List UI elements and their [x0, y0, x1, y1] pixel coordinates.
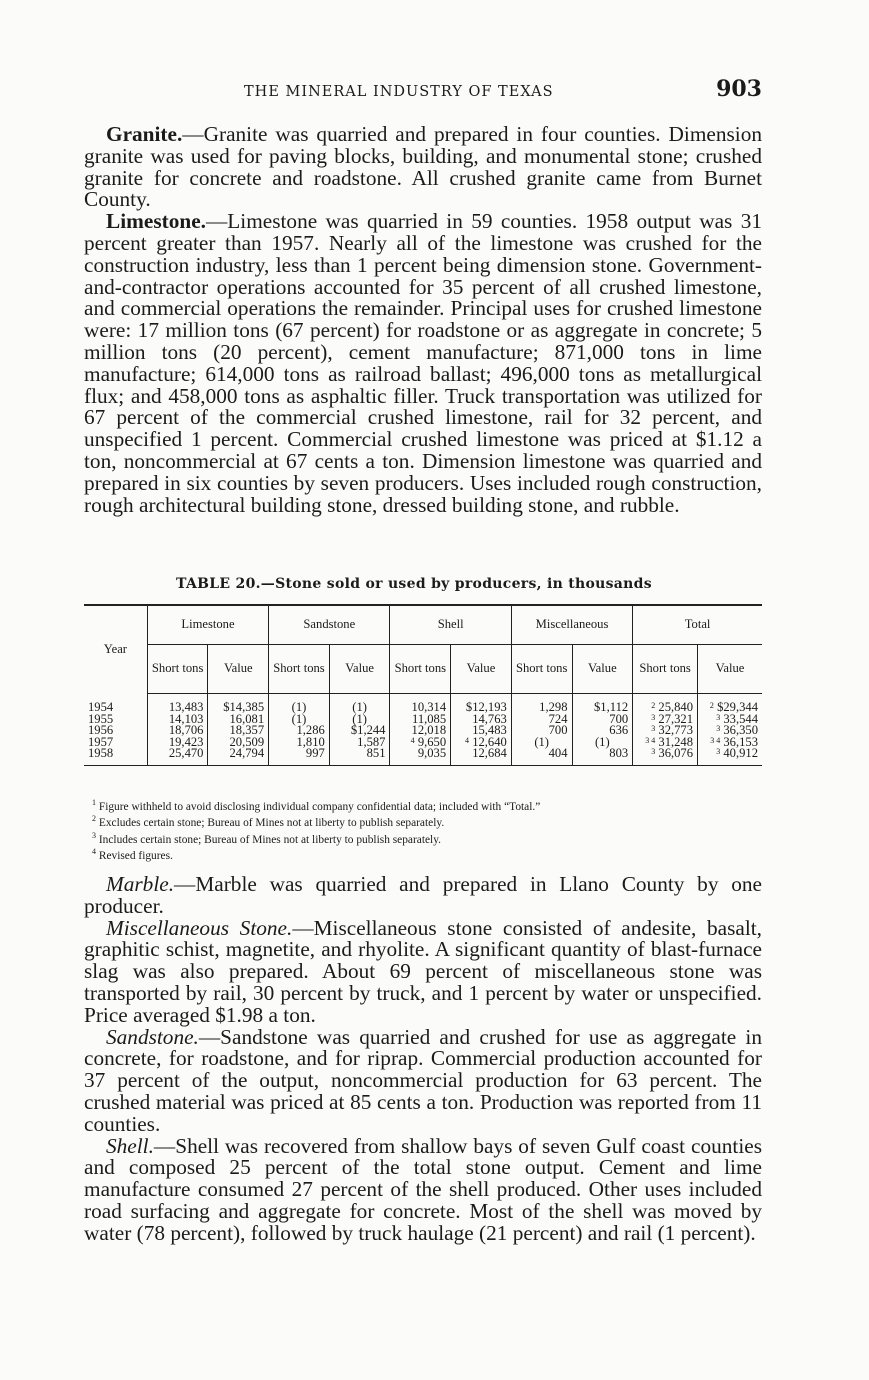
stone-table — [84, 604, 762, 766]
footnote-number: 2 — [92, 814, 96, 824]
cell-value: 33,544 — [723, 711, 758, 726]
cell-value: 25,470 — [168, 746, 204, 761]
table-cell — [208, 748, 269, 765]
cell-value: (1) — [291, 711, 307, 726]
cell-value: 14,103 — [168, 711, 204, 726]
cell-value: 997 — [305, 746, 325, 761]
table-footnotes — [92, 797, 762, 863]
sub-header-value: Value — [208, 645, 269, 694]
footnote-mark: 4 — [410, 735, 415, 745]
table-cell — [208, 694, 269, 714]
cell-value: 1,298 — [539, 700, 568, 714]
paragraph-lead: Marble. — [106, 872, 175, 896]
footnote — [92, 813, 762, 829]
paragraph-limestone — [84, 211, 762, 516]
cell-value: $1,244 — [350, 723, 386, 738]
footnote-mark: 3 — [716, 724, 721, 734]
cell-value: 851 — [366, 746, 386, 761]
paragraph-lead: Sandstone. — [106, 1024, 199, 1049]
paragraph-lead: Limestone. — [106, 209, 206, 234]
sub-header-value: Value — [329, 645, 390, 694]
table-cell — [147, 694, 208, 714]
table-cell — [269, 694, 330, 714]
table-cell — [329, 748, 390, 765]
cell-value: 40,912 — [723, 746, 758, 761]
page-number: 903 — [716, 76, 762, 102]
footnote-mark: 3 — [651, 747, 656, 757]
paragraph-lead: Granite. — [106, 122, 183, 146]
cell-value: 14,763 — [472, 711, 507, 726]
cell-value: 10,314 — [411, 700, 447, 714]
cell-value: $14,385 — [223, 700, 265, 714]
cell-value: 18,357 — [229, 723, 265, 738]
cell-value: (1) — [594, 734, 610, 749]
cell-value: 9,035 — [417, 746, 447, 761]
cell-value: 724 — [548, 711, 568, 726]
cell-value: 636 — [609, 723, 629, 738]
footnote-number: 3 — [92, 830, 96, 840]
table-caption: TABLE 20.—Stone sold or used by producers, in thousands — [176, 576, 652, 592]
table-group-header-row — [84, 605, 762, 645]
body-text-top — [84, 124, 762, 516]
sub-header-value: Value — [698, 645, 762, 694]
cell-value: 803 — [609, 746, 629, 761]
footnote-mark: 2 — [709, 701, 714, 710]
year-cell: 1957 — [84, 737, 147, 749]
paragraph-granite — [84, 124, 762, 211]
cell-value: 12,018 — [411, 723, 447, 738]
footnote-text: Figure withheld to avoid disclosing individual company confidential data; included with “Total.” — [98, 800, 541, 813]
cell-value: 19,423 — [168, 734, 204, 749]
paragraph-text: —Shell was recovered from shallow bays of seven Gulf coast counties and composed 25 percent of the total stone output. Cement and lime manufacture consumed 27 percent of the shell produced. Other uses included road surfacing and aggregate for concrete. Most of the shell was moved by water (78 percent), followed by truck haulage (21 percent) and rail (1 percent). — [84, 1133, 762, 1245]
cell-value: 12,684 — [472, 746, 507, 761]
table-cell — [511, 748, 572, 765]
sub-header-short-tons: Short tons — [511, 645, 572, 694]
cell-value: 25,840 — [658, 700, 694, 714]
cell-value: 36,350 — [723, 723, 758, 738]
cell-value: 32,773 — [658, 723, 694, 738]
table-cell — [329, 694, 390, 714]
cell-value: 18,706 — [168, 723, 204, 738]
paragraph-text: —Limestone was quarried in 59 counties. 1958 output was 31 percent greater than 1957. Nearly all of the limestone was crushed for the construction industry, less than 1 percent being dimension stone. Government-and-contractor operations accounted for 35 percent of all crushed limestone, and commercial operations the remainder. Principal uses for crushed limestone were: 17 million tons (67 percent) for roadstone or as aggregate in concrete; 5 million tons (20 percent), cement manufacture; 871,000 tons in lime manufacture; 614,000 tons as railroad ballast; 496,000 tons as metallurgical flux; and 458,000 tons as asphaltic filler. Truck transportation was utilized for 67 percent of the commercial crushed limestone, rail for 32 percent, and unspecified 1 percent. Commercial crushed limestone was priced at $1.12 a ton, noncommercial at 67 cents a ton. Dimension limestone was quarried and prepared in six counties by seven producers. Uses included rough construction, rough architectural building stone, dressed building stone, and rubble. — [84, 209, 762, 517]
cell-value: 1,286 — [296, 723, 325, 738]
cell-value: 1,587 — [357, 734, 386, 749]
cell-value: 27,321 — [658, 711, 694, 726]
group-header-sandstone: Sandstone — [269, 605, 390, 645]
paragraph-text: —Sandstone was quarried and crushed for use as aggregate in concrete, for roadstone, and for riprap. Commercial production accounted for 37 percent of the output, noncommercial production for 63 percent. The crushed material was priced at 85 cents a ton. Production was reported from 11 counties. — [84, 1024, 762, 1136]
sub-header-value: Value — [572, 645, 633, 694]
sub-header-short-tons: Short tons — [147, 645, 208, 694]
cell-value: $1,112 — [594, 700, 629, 714]
table-cell — [633, 748, 698, 765]
cell-value: 12,640 — [472, 734, 507, 749]
table-row — [84, 694, 762, 714]
year-cell: 1956 — [84, 725, 147, 737]
footnote-mark: 3 — [716, 712, 721, 722]
table-row — [84, 748, 762, 765]
paragraph-text: —Granite was quarried and prepared in four counties. Dimension granite was used for paving blocks, building, and monumental stone; crushed granite for concrete and roadstone. All crushed granite came from Burnet County. — [84, 122, 762, 212]
footnote-mark: 3 — [716, 747, 721, 757]
stone-table-wrapper — [84, 604, 762, 766]
table-cell — [390, 748, 451, 765]
cell-value: $12,193 — [465, 700, 507, 714]
group-header-total: Total — [633, 605, 762, 645]
footnote-text: Includes certain stone; Bureau of Mines not at liberty to publish separately. — [98, 833, 442, 846]
table-cell — [147, 748, 208, 765]
footnote-mark: 3 — [651, 724, 656, 734]
cell-value: 20,509 — [229, 734, 265, 749]
footnote — [92, 830, 762, 846]
sub-header-short-tons: Short tons — [269, 645, 330, 694]
footnote-number: 1 — [92, 798, 96, 807]
cell-value: 36,153 — [723, 734, 758, 749]
sub-header-value: Value — [451, 645, 512, 694]
cell-value: 9,650 — [417, 734, 447, 749]
paragraph-sandstone — [84, 1024, 762, 1136]
footnote-text: Revised figures. — [98, 849, 173, 862]
paragraph-marble — [84, 874, 762, 918]
footnote-number: 4 — [92, 847, 96, 857]
cell-value: 1,810 — [296, 734, 325, 749]
year-cell: 1955 — [84, 714, 147, 726]
cell-value: 36,076 — [658, 746, 694, 761]
cell-value: 700 — [609, 711, 629, 726]
cell-value: 11,085 — [411, 711, 447, 726]
paragraph-lead: Shell. — [106, 1133, 154, 1158]
table-body — [84, 694, 762, 766]
table-cell — [451, 748, 512, 765]
cell-value: (1) — [352, 711, 367, 726]
table-cell — [698, 694, 762, 714]
table-cell — [451, 694, 512, 714]
footnote-mark: 3 4 — [710, 735, 721, 745]
cell-value: 700 — [548, 723, 568, 738]
cell-value: 16,081 — [229, 711, 265, 726]
paragraph-text: —Marble was quarried and prepared in Llano County by one producer. — [84, 872, 762, 918]
cell-value: (1) — [291, 700, 307, 714]
group-header-miscellaneous: Miscellaneous — [511, 605, 632, 645]
year-column-header: Year — [84, 605, 147, 694]
table-cell — [572, 694, 633, 714]
footnote — [92, 846, 762, 862]
sub-header-short-tons: Short tons — [390, 645, 451, 694]
table-sub-header-row — [84, 645, 762, 694]
paragraph-text: —Miscellaneous stone consisted of andesite, basalt, graphitic schist, magnetite, and rhyolite. A significant quantity of blast-furnace slag was also prepared. About 69 percent of miscellaneous stone was transported by rail, 30 percent by truck, and 1 percent by water or unspecified. Price averaged $1.98 a ton. — [84, 915, 762, 1027]
sub-header-short-tons: Short tons — [633, 645, 698, 694]
footnote-mark: 4 — [465, 735, 470, 745]
footnote-text: Excludes certain stone; Bureau of Mines not at liberty to publish separately. — [98, 817, 445, 830]
table-cell — [390, 694, 451, 714]
cell-value: $29,344 — [717, 700, 758, 714]
table-cell — [633, 694, 698, 714]
paragraph-miscellaneous-stone — [84, 915, 762, 1027]
running-head — [84, 76, 762, 106]
footnote-mark: 3 4 — [645, 735, 656, 745]
cell-value: 13,483 — [168, 700, 204, 714]
cell-value: 404 — [548, 746, 568, 761]
cell-value: 15,483 — [472, 723, 507, 738]
table-cell — [511, 694, 572, 714]
paragraph-shell — [84, 1133, 762, 1245]
table-cell — [698, 748, 762, 765]
footnote — [92, 797, 762, 813]
cell-value: 24,794 — [229, 746, 265, 761]
table-cell — [572, 748, 633, 765]
group-header-limestone: Limestone — [147, 605, 268, 645]
group-header-shell: Shell — [390, 605, 511, 645]
cell-value: (1) — [534, 734, 549, 749]
year-cell: 1958 — [84, 748, 147, 765]
table-cell — [269, 748, 330, 765]
body-text-bottom — [84, 874, 762, 1245]
cell-value: (1) — [352, 700, 367, 714]
footnote-mark: 3 — [651, 712, 656, 722]
year-cell: 1954 — [84, 694, 147, 714]
footnote-mark: 2 — [651, 701, 656, 710]
cell-value: 31,248 — [658, 734, 694, 749]
running-title: THE MINERAL INDUSTRY OF TEXAS — [244, 84, 554, 100]
paragraph-lead: Miscellaneous Stone. — [106, 915, 293, 940]
